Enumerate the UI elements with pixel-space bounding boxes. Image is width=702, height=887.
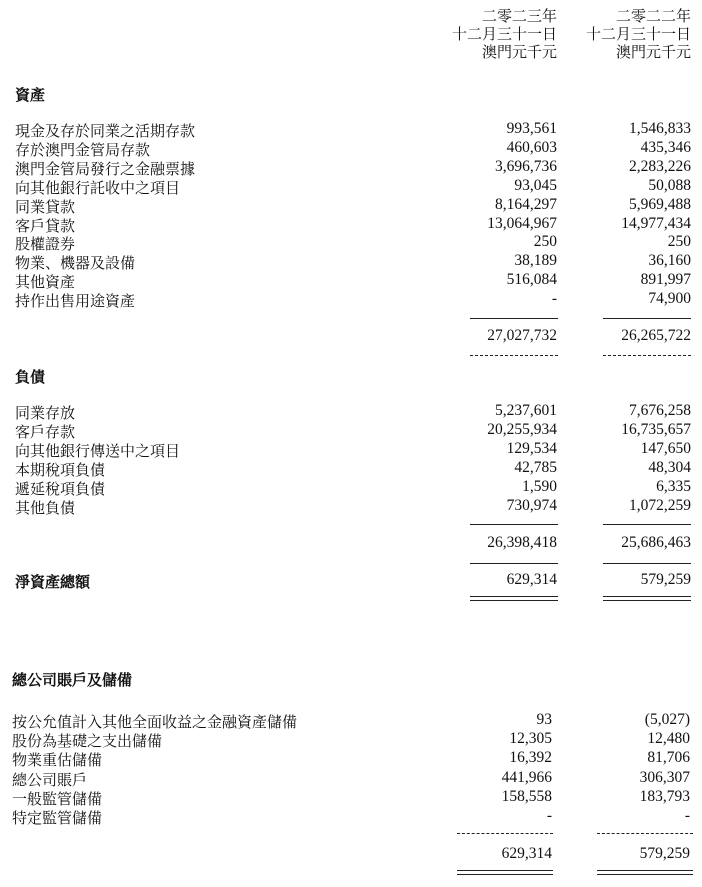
reserves-total-2023: 629,314 bbox=[501, 845, 552, 862]
row-value-2022: 2,283,226 bbox=[629, 157, 691, 175]
row-label: 特定監管儲備 bbox=[12, 809, 103, 827]
row-label: 物業、機器及設備 bbox=[15, 254, 136, 273]
row-value-2022: (5,027) bbox=[644, 711, 690, 728]
row-value-2022: 7,676,258 bbox=[629, 402, 691, 419]
subtotal-rule bbox=[597, 833, 693, 834]
row-value-2022: 6,335 bbox=[656, 477, 691, 495]
row-value-2023: - bbox=[551, 290, 557, 308]
assets-total-2022: 26,265,722 bbox=[621, 327, 691, 344]
row-value-2022: 891,997 bbox=[640, 271, 691, 289]
subtotal-rule bbox=[603, 524, 691, 525]
row-label: 客戶貸款 bbox=[15, 216, 76, 235]
row-label: 向其他銀行託收中之項目 bbox=[15, 178, 181, 197]
row-value-2023: 1,590 bbox=[522, 477, 557, 495]
row-value-2023: 16,392 bbox=[509, 749, 552, 767]
row-value-2022: 183,793 bbox=[639, 787, 690, 805]
net-assets-label: 淨資產總額 bbox=[15, 573, 91, 591]
header-unit: 澳門元千元 bbox=[481, 43, 557, 61]
row-value-2022: 74,900 bbox=[648, 290, 691, 308]
row-label: 本期稅項負債 bbox=[15, 460, 106, 479]
subtotal-rule bbox=[470, 318, 558, 319]
row-value-2022: 1,546,833 bbox=[629, 120, 691, 137]
row-value-2022: 1,072,259 bbox=[629, 496, 691, 514]
row-value-2023: 516,084 bbox=[506, 271, 557, 289]
subtotal-rule bbox=[603, 318, 691, 319]
row-value-2023: 129,534 bbox=[506, 439, 557, 457]
reserves-total-2022: 579,259 bbox=[639, 845, 690, 862]
row-value-2023: 93,045 bbox=[514, 176, 557, 194]
subtotal-rule bbox=[603, 563, 691, 564]
row-value-2023: 460,603 bbox=[506, 138, 557, 156]
row-label: 存於澳門金管局存款 bbox=[15, 140, 151, 159]
row-value-2022: 14,977,434 bbox=[621, 214, 691, 232]
row-value-2023: 730,974 bbox=[506, 496, 557, 514]
row-value-2022: 306,307 bbox=[639, 768, 690, 786]
row-value-2022: 36,160 bbox=[648, 252, 691, 270]
row-label: 股份為基礎之支出儲備 bbox=[12, 732, 163, 751]
row-label: 股權證券 bbox=[15, 235, 76, 254]
total-dashed-rule bbox=[470, 355, 558, 356]
section-title-assets: 資產 bbox=[15, 86, 46, 104]
row-label: 向其他銀行傳送中之項目 bbox=[15, 441, 181, 460]
row-value-2023: 158,558 bbox=[501, 787, 552, 805]
subtotal-rule bbox=[470, 563, 558, 564]
liabilities-total-2022: 25,686,463 bbox=[621, 534, 691, 551]
row-value-2022: - bbox=[684, 807, 690, 824]
subtotal-rule bbox=[470, 524, 558, 525]
header-date: 十二月三十一日 bbox=[585, 25, 691, 43]
row-value-2022: 12,480 bbox=[647, 730, 690, 748]
row-value-2023: 12,305 bbox=[509, 730, 552, 748]
row-label: 遞延稅項負債 bbox=[15, 479, 106, 498]
double-underline bbox=[457, 870, 553, 875]
header-date: 十二月三十一日 bbox=[451, 25, 557, 43]
row-value-2023: 8,164,297 bbox=[495, 195, 557, 213]
row-value-2023: 3,696,736 bbox=[495, 157, 557, 175]
section-title-reserves: 總公司賬戶及儲備 bbox=[12, 671, 133, 689]
row-value-2023: 250 bbox=[533, 233, 557, 251]
double-underline bbox=[470, 596, 558, 601]
row-value-2022: 435,346 bbox=[640, 138, 691, 156]
row-label: 總公司賬戶 bbox=[12, 770, 88, 789]
row-value-2022: 5,969,488 bbox=[629, 195, 691, 213]
row-value-2023: 42,785 bbox=[514, 458, 557, 476]
column-header-2022 bbox=[586, 7, 691, 61]
row-value-2023: 13,064,967 bbox=[487, 214, 557, 232]
row-label: 現金及存於同業之活期存款 bbox=[15, 122, 196, 140]
row-label: 其他負債 bbox=[15, 498, 76, 517]
double-underline bbox=[603, 596, 691, 601]
assets-total-2023: 27,027,732 bbox=[487, 327, 557, 344]
row-label: 其他資產 bbox=[15, 273, 76, 292]
row-value-2023: - bbox=[546, 807, 552, 824]
row-value-2022: 16,735,657 bbox=[621, 420, 691, 438]
row-label: 澳門金管局發行之金融票據 bbox=[15, 159, 196, 178]
row-value-2022: 147,650 bbox=[640, 439, 691, 457]
row-value-2023: 5,237,601 bbox=[495, 402, 557, 419]
row-value-2023: 20,255,934 bbox=[487, 420, 557, 438]
row-label: 物業重估儲備 bbox=[12, 751, 103, 770]
row-label: 同業貸款 bbox=[15, 197, 76, 216]
row-value-2023: 38,189 bbox=[514, 252, 557, 270]
subtotal-rule bbox=[457, 833, 553, 834]
section-title-liabilities: 負債 bbox=[15, 368, 46, 386]
row-value-2023: 93 bbox=[536, 711, 552, 728]
column-header-2023 bbox=[452, 7, 557, 61]
row-label: 持作出售用途資產 bbox=[15, 292, 136, 311]
header-year: 二零二二年 bbox=[615, 7, 691, 25]
row-label: 同業存放 bbox=[15, 404, 76, 422]
row-value-2023: 441,966 bbox=[501, 768, 552, 786]
double-underline bbox=[597, 870, 693, 875]
header-unit: 澳門元千元 bbox=[615, 43, 691, 61]
net-assets-2023: 629,314 bbox=[506, 571, 557, 588]
liabilities-total-2023: 26,398,418 bbox=[487, 534, 557, 551]
row-value-2023: 993,561 bbox=[506, 120, 557, 137]
row-value-2022: 50,088 bbox=[648, 176, 691, 194]
row-value-2022: 250 bbox=[667, 233, 691, 251]
total-dashed-rule bbox=[603, 355, 691, 356]
row-label: 客戶存款 bbox=[15, 422, 76, 441]
row-label: 按公允值計入其他全面收益之金融資產儲備 bbox=[12, 713, 298, 731]
row-label: 一般監管儲備 bbox=[12, 789, 103, 808]
net-assets-2022: 579,259 bbox=[640, 571, 691, 588]
row-value-2022: 48,304 bbox=[648, 458, 691, 476]
header-year: 二零二三年 bbox=[481, 7, 557, 25]
row-value-2022: 81,706 bbox=[647, 749, 690, 767]
